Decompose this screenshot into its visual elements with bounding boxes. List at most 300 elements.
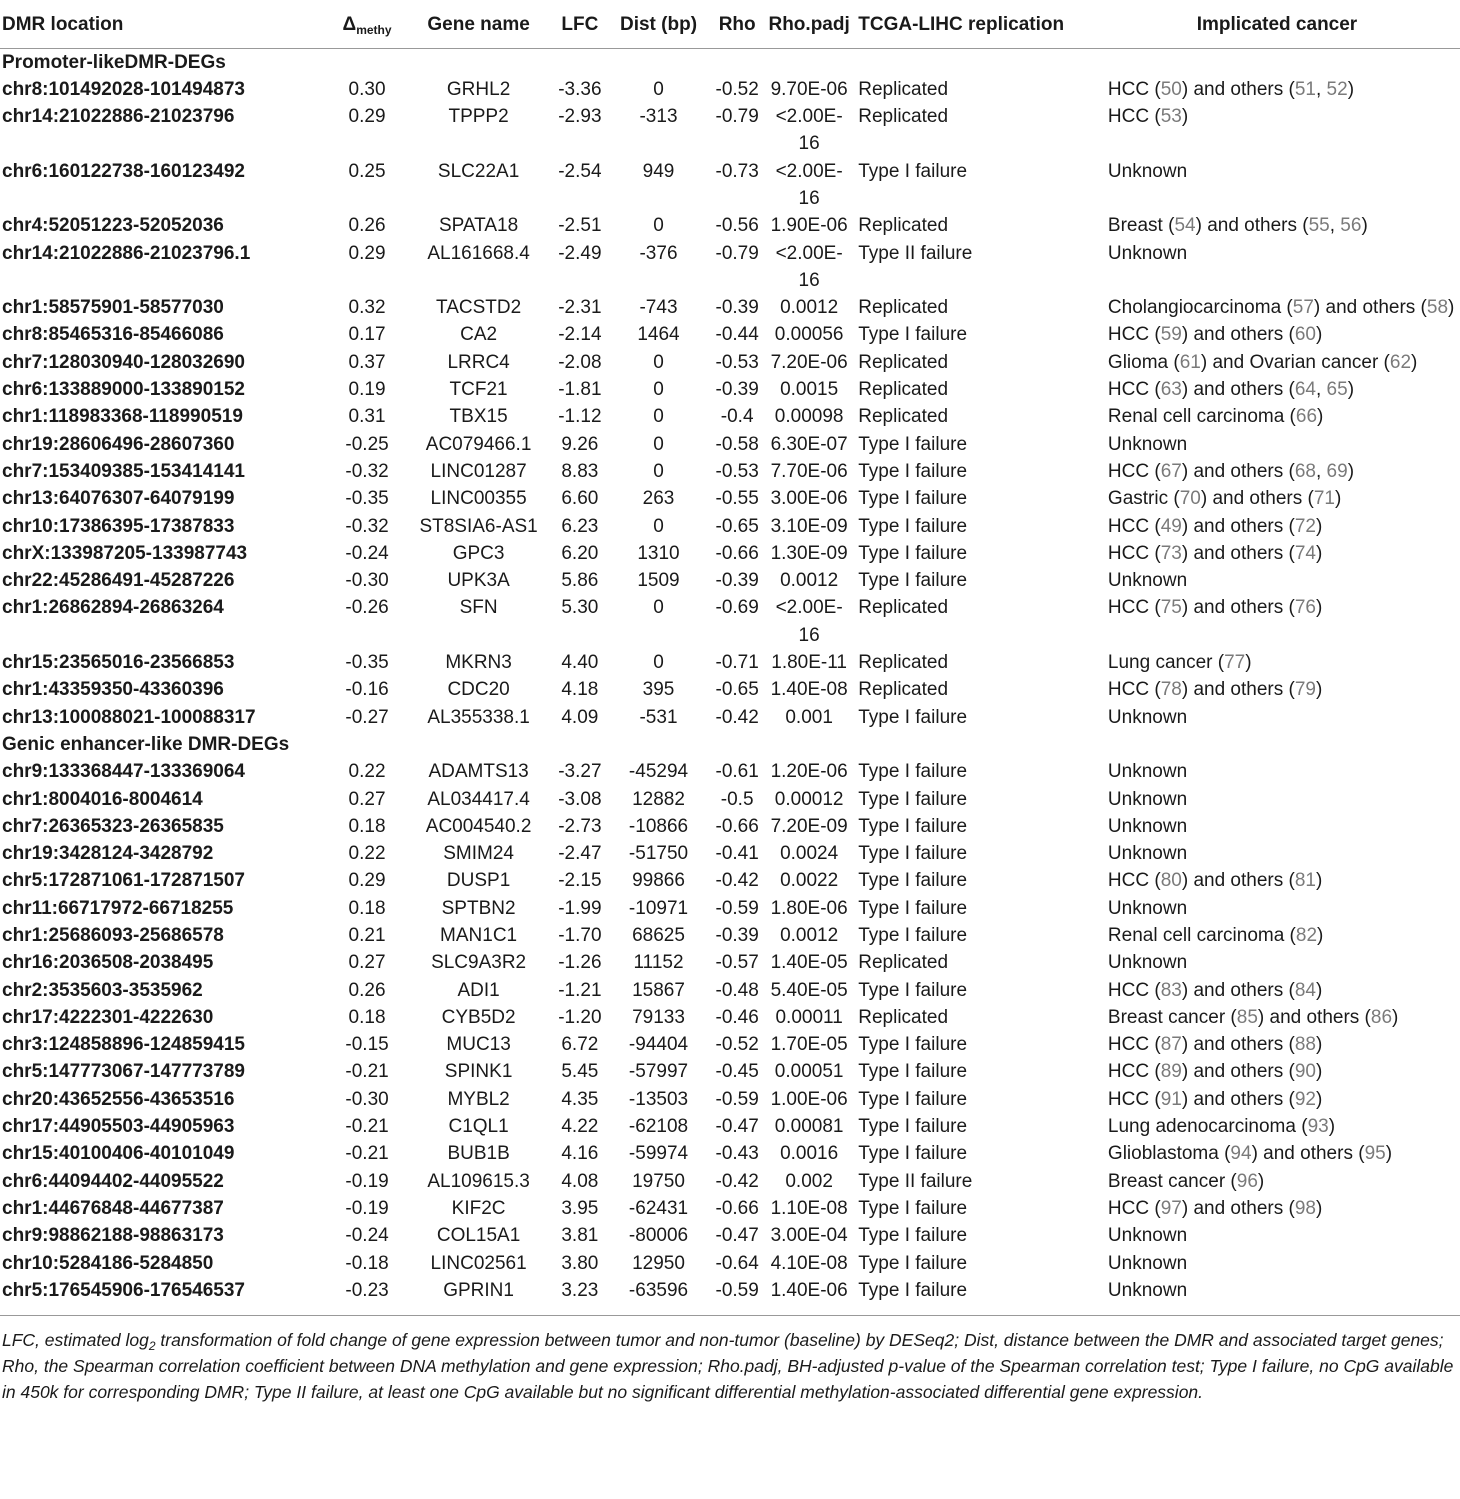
cell-gene-name: SPINK1 <box>444 1061 513 1083</box>
cancer-text: ) and Ovarian cancer ( <box>1200 351 1390 373</box>
cell-implicated-cancer <box>1094 813 1460 840</box>
header-rho-padj: Rho.padj <box>768 0 850 48</box>
cell-delta-methy: 0.30 <box>348 78 386 100</box>
cell-dmr-location: chr17:44905503-44905963 <box>2 1116 235 1138</box>
cancer-text: ) <box>1315 1088 1323 1110</box>
cancer-text: ) <box>1385 1143 1393 1165</box>
cell-rho-padj: 7.20E-09 <box>770 815 848 837</box>
cell-tcga-replication: Type I failure <box>858 1279 968 1301</box>
cancer-text: ) and others ( <box>1181 597 1295 619</box>
cell-gene-name: TACSTD2 <box>436 297 522 319</box>
cell-rho: -0.39 <box>715 297 759 319</box>
cancer-text: ) <box>1315 515 1323 537</box>
reference-number: 68 <box>1294 460 1316 482</box>
cell-tcga-replication: Replicated <box>858 652 949 674</box>
table-row <box>0 676 1460 703</box>
reference-number: 95 <box>1364 1143 1386 1165</box>
cancer-text: Unknown <box>1107 706 1188 728</box>
cell-dist: -59974 <box>628 1143 689 1165</box>
cell-dist: 0 <box>653 652 664 674</box>
cell-delta-methy: 0.29 <box>348 106 386 128</box>
cell-rho-padj: 6.30E-07 <box>770 433 848 455</box>
cell-dmr-location: chr16:2036508-2038495 <box>2 952 214 974</box>
cell-tcga-replication: Type I failure <box>858 1088 968 1110</box>
cell-rho-padj: <2.00E-16 <box>775 160 843 209</box>
cancer-text: Cholangiocarcinoma ( <box>1107 297 1293 319</box>
cell-dmr-location: chr4:52051223-52052036 <box>2 215 224 237</box>
cell-delta-methy: 0.22 <box>348 761 386 783</box>
cell-implicated-cancer <box>1094 895 1460 922</box>
empty-cell <box>549 48 611 76</box>
cell-implicated-cancer <box>1094 786 1460 813</box>
cell-implicated-cancer <box>1094 103 1460 158</box>
cell-rho: -0.46 <box>715 1006 759 1028</box>
cell-dist: -63596 <box>628 1279 689 1301</box>
cell-rho-padj: 0.0012 <box>780 570 839 592</box>
cell-rho: -0.69 <box>715 597 759 619</box>
cell-implicated-cancer <box>1094 1277 1460 1304</box>
header-delta-subscript: methy <box>356 23 392 37</box>
section-title: Promoter-likeDMR-DEGs <box>2 51 226 73</box>
cell-rho-padj: 0.001 <box>785 706 833 728</box>
cancer-text: ) and others ( <box>1181 870 1295 892</box>
cell-rho: -0.56 <box>715 215 759 237</box>
reference-number: 65 <box>1326 379 1348 401</box>
cell-tcga-replication: Replicated <box>858 1006 949 1028</box>
cell-gene-name: MAN1C1 <box>440 925 518 946</box>
cell-rho-padj: 0.0022 <box>780 870 839 892</box>
cancer-text: ) <box>1315 1061 1323 1083</box>
cancer-text: ) and others ( <box>1181 679 1295 701</box>
cell-implicated-cancer <box>1094 240 1460 295</box>
cell-implicated-cancer <box>1094 76 1460 103</box>
cell-implicated-cancer <box>1094 1031 1460 1058</box>
empty-cell <box>611 48 707 76</box>
cell-implicated-cancer <box>1094 540 1460 567</box>
cell-rho: -0.73 <box>715 160 759 182</box>
cell-dist: 68625 <box>632 925 685 946</box>
cell-implicated-cancer <box>1094 1058 1460 1085</box>
cancer-text: Unknown <box>1107 433 1188 455</box>
reference-number: 77 <box>1224 652 1246 674</box>
cell-lfc: 4.16 <box>561 1143 599 1165</box>
cell-gene-name: AC079466.1 <box>425 433 532 455</box>
cell-rho: -0.59 <box>715 1088 759 1110</box>
cell-rho-padj: 0.00081 <box>774 1116 844 1138</box>
reference-number: 83 <box>1160 979 1182 1001</box>
cell-implicated-cancer <box>1094 321 1460 348</box>
cell-lfc: -2.14 <box>558 324 602 346</box>
cell-lfc: -3.36 <box>558 78 602 100</box>
header-lfc: LFC <box>549 0 611 48</box>
cell-dist: -80006 <box>628 1225 689 1247</box>
table-row <box>0 321 1460 348</box>
cell-gene-name: ST8SIA6-AS1 <box>419 515 538 537</box>
cell-rho: -0.5 <box>720 788 754 810</box>
header-dmr-location: DMR location <box>0 0 326 48</box>
table-row <box>0 1250 1460 1277</box>
cell-rho-padj: 0.00051 <box>774 1061 844 1083</box>
cancer-text: ) <box>1315 870 1323 892</box>
cancer-text: ) and others ( <box>1181 1061 1295 1083</box>
cancer-text: Unknown <box>1107 897 1188 919</box>
cell-dmr-location: chr7:153409385-153414141 <box>2 460 245 482</box>
cell-implicated-cancer <box>1094 840 1460 867</box>
empty-cell <box>850 731 1094 758</box>
cell-dmr-location: chr1:58575901-58577030 <box>2 297 224 319</box>
cell-lfc: 6.60 <box>561 488 599 510</box>
cancer-text: , <box>1315 460 1327 482</box>
cell-rho-padj: 3.10E-09 <box>770 515 848 537</box>
cell-delta-methy: 0.27 <box>348 952 386 974</box>
cell-dist: -13503 <box>628 1088 689 1110</box>
cell-lfc: 3.81 <box>561 1225 599 1247</box>
cancer-text: ) and others ( <box>1181 542 1295 564</box>
cancer-text: ) <box>1328 1116 1336 1138</box>
cell-delta-methy: -0.19 <box>345 1170 389 1192</box>
cell-delta-methy: 0.27 <box>348 788 386 810</box>
table-row <box>0 758 1460 785</box>
cell-rho: -0.65 <box>715 679 759 701</box>
cell-dmr-location: chr2:3535603-3535962 <box>2 979 203 1001</box>
cell-rho-padj: 3.00E-04 <box>770 1225 848 1247</box>
cell-gene-name: UPK3A <box>447 570 510 592</box>
cell-implicated-cancer <box>1094 1168 1460 1195</box>
cell-rho: -0.41 <box>715 843 759 865</box>
cancer-text: ) <box>1334 488 1342 510</box>
cancer-text: ) <box>1315 324 1323 346</box>
reference-number: 70 <box>1179 488 1201 510</box>
cell-gene-name: SPTBN2 <box>441 897 516 919</box>
cell-dist: -531 <box>639 706 678 728</box>
cell-lfc: -2.73 <box>558 815 602 837</box>
cell-tcga-replication: Type I failure <box>858 870 968 892</box>
cell-gene-name: KIF2C <box>451 1197 506 1219</box>
cell-gene-name: ADI1 <box>457 979 500 1001</box>
cell-implicated-cancer <box>1094 212 1460 239</box>
cancer-text: Unknown <box>1107 761 1188 783</box>
cell-gene-name: CDC20 <box>447 679 510 701</box>
reference-number: 79 <box>1294 679 1316 701</box>
cell-tcga-replication: Type I failure <box>858 1225 968 1247</box>
reference-number: 78 <box>1160 679 1182 701</box>
cell-dmr-location: chr3:124858896-124859415 <box>2 1034 245 1056</box>
cell-implicated-cancer <box>1094 1004 1460 1031</box>
cell-tcga-replication: Type I failure <box>858 160 968 182</box>
cancer-text: ) and others ( <box>1195 215 1309 237</box>
section-header-row <box>0 48 1460 76</box>
cell-tcga-replication: Type I failure <box>858 1116 968 1138</box>
cancer-text: Unknown <box>1107 788 1188 810</box>
cell-dist: -45294 <box>628 761 689 783</box>
cell-dmr-location: chr14:21022886-21023796 <box>2 106 235 128</box>
reference-number: 50 <box>1160 78 1182 100</box>
cell-delta-methy: 0.29 <box>348 242 386 264</box>
cell-lfc: 4.22 <box>561 1116 599 1138</box>
cell-rho-padj: 0.0016 <box>780 1143 839 1165</box>
cell-dmr-location: chr5:147773067-147773789 <box>2 1061 245 1083</box>
cell-delta-methy: -0.21 <box>345 1061 389 1083</box>
cell-lfc: 3.23 <box>561 1279 599 1301</box>
cell-delta-methy: -0.21 <box>345 1116 389 1138</box>
cell-tcga-replication: Replicated <box>858 351 949 373</box>
footnote-log-subscript: 2 <box>148 1339 156 1354</box>
cell-rho: -0.79 <box>715 242 759 264</box>
cell-delta-methy: -0.25 <box>345 433 389 455</box>
cell-delta-methy: -0.32 <box>345 460 389 482</box>
table-row <box>0 76 1460 103</box>
table-row <box>0 103 1460 158</box>
cell-implicated-cancer <box>1094 1086 1460 1113</box>
cancer-text: HCC ( <box>1107 379 1161 401</box>
cancer-text: ) <box>1315 1197 1323 1219</box>
cancer-text: ) and others ( <box>1257 1006 1371 1028</box>
cancer-text: Unknown <box>1107 1225 1188 1247</box>
cell-dmr-location: chr1:8004016-8004614 <box>2 788 203 810</box>
empty-cell <box>768 48 850 76</box>
header-gene-name: Gene name <box>408 0 549 48</box>
table-row <box>0 1140 1460 1167</box>
cell-tcga-replication: Replicated <box>858 679 949 701</box>
cell-gene-name: MYBL2 <box>447 1088 510 1110</box>
cell-delta-methy: -0.24 <box>345 542 389 564</box>
cell-rho: -0.52 <box>715 78 759 100</box>
cell-tcga-replication: Type I failure <box>858 897 968 919</box>
cell-lfc: -2.51 <box>558 215 602 237</box>
cell-rho: -0.57 <box>715 952 759 974</box>
cell-delta-methy: 0.17 <box>348 324 386 346</box>
table-row <box>0 294 1460 321</box>
cancer-text: Glioblastoma ( <box>1107 1143 1231 1165</box>
reference-number: 53 <box>1160 106 1182 128</box>
cell-dmr-location: chr10:17386395-17387833 <box>2 515 235 537</box>
cell-rho-padj: 1.30E-09 <box>770 542 848 564</box>
reference-number: 55 <box>1308 215 1330 237</box>
header-delta-symbol: Δ <box>342 14 357 35</box>
reference-number: 97 <box>1160 1197 1182 1219</box>
cell-delta-methy: -0.35 <box>345 488 389 510</box>
header-dist: Dist (bp) <box>611 0 707 48</box>
cell-dmr-location: chr1:43359350-43360396 <box>2 679 224 701</box>
cell-dist: -62431 <box>628 1197 689 1219</box>
cancer-text: HCC ( <box>1107 979 1161 1001</box>
cell-lfc: -2.93 <box>558 106 602 128</box>
cell-delta-methy: 0.21 <box>348 925 386 946</box>
table-header <box>0 0 1460 48</box>
cancer-text: HCC ( <box>1107 1034 1161 1056</box>
cancer-text: ) <box>1361 215 1368 237</box>
reference-number: 63 <box>1160 379 1182 401</box>
cell-dist: -313 <box>639 106 678 128</box>
cell-tcga-replication: Type I failure <box>858 515 968 537</box>
cell-dist: 0 <box>653 597 664 619</box>
table-row <box>0 1004 1460 1031</box>
cell-dmr-location: chr20:43652556-43653516 <box>2 1088 235 1110</box>
cell-rho-padj: 0.0015 <box>780 379 839 401</box>
cell-rho: -0.42 <box>715 706 759 728</box>
section-header-row <box>0 731 1460 758</box>
cancer-text: ) and others ( <box>1181 515 1295 537</box>
cell-dist: 395 <box>642 679 675 701</box>
cell-tcga-replication: Type I failure <box>858 788 968 810</box>
reference-number: 62 <box>1389 351 1412 373</box>
cell-lfc: -3.27 <box>558 761 602 783</box>
cell-dmr-location: chr13:64076307-64079199 <box>2 488 235 510</box>
cancer-text: , <box>1315 78 1327 100</box>
cell-delta-methy: 0.22 <box>348 843 386 865</box>
cell-dmr-location: chr13:100088021-100088317 <box>2 706 256 728</box>
table-row <box>0 949 1460 976</box>
cell-dist: 79133 <box>632 1006 685 1028</box>
cell-rho-padj: 1.40E-06 <box>770 1279 848 1301</box>
cancer-text: ) <box>1315 597 1323 619</box>
cell-gene-name: SFN <box>459 597 498 619</box>
empty-cell <box>768 731 850 758</box>
cell-dmr-location: chr11:66717972-66718255 <box>2 897 234 919</box>
cell-lfc: 9.26 <box>561 433 599 455</box>
empty-cell <box>1094 731 1460 758</box>
reference-number: 51 <box>1294 78 1316 100</box>
cell-lfc: -2.49 <box>558 242 602 264</box>
cell-lfc: -1.12 <box>558 406 602 428</box>
cell-lfc: 4.40 <box>561 652 599 674</box>
cell-gene-name: LINC02561 <box>430 1252 527 1274</box>
empty-cell <box>408 731 549 758</box>
cell-delta-methy: 0.18 <box>348 897 386 919</box>
cell-gene-name: AL355338.1 <box>427 706 530 728</box>
reference-number: 67 <box>1160 460 1182 482</box>
empty-cell <box>326 48 408 76</box>
reference-number: 74 <box>1294 542 1316 564</box>
table-footnote <box>0 1315 1460 1405</box>
table-body <box>0 48 1460 1304</box>
cell-gene-name: DUSP1 <box>446 870 511 892</box>
cell-lfc: 5.45 <box>561 1061 599 1083</box>
cell-tcga-replication: Type I failure <box>858 542 968 564</box>
cell-dist: 1464 <box>637 324 680 346</box>
cell-rho-padj: 3.00E-06 <box>770 488 848 510</box>
cell-lfc: 4.09 <box>561 706 599 728</box>
cancer-text: ) and others ( <box>1251 1143 1365 1165</box>
cell-dist: 12950 <box>632 1252 685 1274</box>
cell-tcga-replication: Replicated <box>858 952 949 974</box>
cell-lfc: 3.95 <box>561 1197 599 1219</box>
table-row <box>0 840 1460 867</box>
cell-tcga-replication: Type II failure <box>858 242 973 264</box>
cancer-text: HCC ( <box>1107 679 1161 701</box>
cancer-text: , <box>1329 215 1341 237</box>
cell-rho-padj: 1.40E-08 <box>770 679 848 701</box>
cell-dmr-location: chrX:133987205-133987743 <box>2 542 248 564</box>
cell-delta-methy: -0.15 <box>345 1034 389 1056</box>
cell-rho: -0.44 <box>715 324 759 346</box>
cell-gene-name: ADAMTS13 <box>428 761 529 783</box>
reference-number: 76 <box>1294 597 1316 619</box>
cell-delta-methy: -0.30 <box>345 570 389 592</box>
cancer-text: Unknown <box>1107 843 1188 865</box>
cell-rho: -0.59 <box>715 897 759 919</box>
table-row <box>0 458 1460 485</box>
reference-number: 84 <box>1294 979 1316 1001</box>
cancer-text: Unknown <box>1107 160 1188 182</box>
cell-rho-padj: 5.40E-05 <box>770 979 848 1001</box>
cancer-text: ) <box>1315 542 1323 564</box>
cell-dmr-location: chr14:21022886-21023796.1 <box>2 242 251 264</box>
cell-rho: -0.47 <box>715 1225 759 1247</box>
cell-dmr-location: chr6:44094402-44095522 <box>2 1170 224 1192</box>
cell-dmr-location: chr1:25686093-25686578 <box>2 925 224 946</box>
cell-tcga-replication: Replicated <box>858 215 949 237</box>
cancer-text: ) <box>1317 925 1324 946</box>
cell-gene-name: TBX15 <box>449 406 508 428</box>
footnote-part2: transformation of fold change of gene expression between tumor and non-tumor (baseline) by DESeq2; Dist, distance between the DMR and associated target genes; Rho, the Spearman correlation coefficient between DNA methylation and gene expression; Rho.padj, BH-adjusted p-value of the Spearman correlation test; Type I failure, no CpG available in 450k for corresponding DMR; Type II failure, at least one CpG available but no significant differential methylation-associated differential gene expression. <box>2 1330 1454 1403</box>
cell-rho-padj: <2.00E-16 <box>775 106 843 155</box>
cell-implicated-cancer <box>1094 1195 1460 1222</box>
cancer-text: Unknown <box>1107 952 1188 974</box>
table-row <box>0 403 1460 430</box>
cell-delta-methy: 0.29 <box>348 870 386 892</box>
cell-implicated-cancer <box>1094 949 1460 976</box>
cancer-text: ) and others ( <box>1181 460 1295 482</box>
table-row <box>0 1195 1460 1222</box>
cell-gene-name: LRRC4 <box>447 351 510 373</box>
cell-rho: -0.53 <box>715 351 759 373</box>
cell-dist: 19750 <box>632 1170 685 1192</box>
table-row <box>0 1277 1460 1304</box>
cell-dmr-location: chr5:172871061-172871507 <box>2 870 245 892</box>
cell-rho-padj: 1.20E-06 <box>770 761 848 783</box>
table-row <box>0 376 1460 403</box>
cell-rho-padj: 4.10E-08 <box>770 1252 848 1274</box>
cancer-text: ) <box>1347 379 1355 401</box>
cell-implicated-cancer <box>1094 158 1460 213</box>
cell-tcga-replication: Type I failure <box>858 979 968 1001</box>
cell-rho: -0.79 <box>715 106 759 128</box>
cell-dmr-location: chr19:28606496-28607360 <box>2 433 235 455</box>
cell-tcga-replication: Replicated <box>858 379 949 401</box>
cell-lfc: 5.30 <box>561 597 599 619</box>
cell-dist: 12882 <box>632 788 685 810</box>
reference-number: 98 <box>1294 1197 1316 1219</box>
cell-rho-padj: 0.00098 <box>774 406 844 428</box>
cancer-text: ) <box>1315 1034 1323 1056</box>
cell-gene-name: C1QL1 <box>448 1116 509 1138</box>
cell-implicated-cancer <box>1094 567 1460 594</box>
cell-gene-name: CYB5D2 <box>441 1006 516 1028</box>
cell-rho-padj: 0.00011 <box>775 1006 843 1028</box>
cell-rho: -0.42 <box>715 870 759 892</box>
cell-rho-padj: 1.80E-06 <box>770 897 848 919</box>
reference-number: 66 <box>1295 406 1318 428</box>
cell-tcga-replication: Type I failure <box>858 706 968 728</box>
cell-tcga-replication: Type I failure <box>858 460 968 482</box>
cell-delta-methy: 0.18 <box>348 815 386 837</box>
cell-tcga-replication: Type I failure <box>858 843 968 865</box>
cell-dmr-location: chr9:98862188-98863173 <box>2 1225 224 1247</box>
cell-delta-methy: 0.18 <box>348 1006 386 1028</box>
table-row <box>0 1168 1460 1195</box>
cancer-text: HCC ( <box>1107 1197 1161 1219</box>
cell-dist: -10971 <box>628 897 689 919</box>
cancer-text: Breast cancer ( <box>1107 1170 1237 1192</box>
cancer-text: HCC ( <box>1107 460 1161 482</box>
cell-rho: -0.65 <box>715 515 759 537</box>
table-row <box>0 1222 1460 1249</box>
cell-gene-name: SLC22A1 <box>437 160 520 182</box>
cell-implicated-cancer <box>1094 431 1460 458</box>
cell-delta-methy: -0.23 <box>345 1279 389 1301</box>
reference-number: 75 <box>1160 597 1182 619</box>
